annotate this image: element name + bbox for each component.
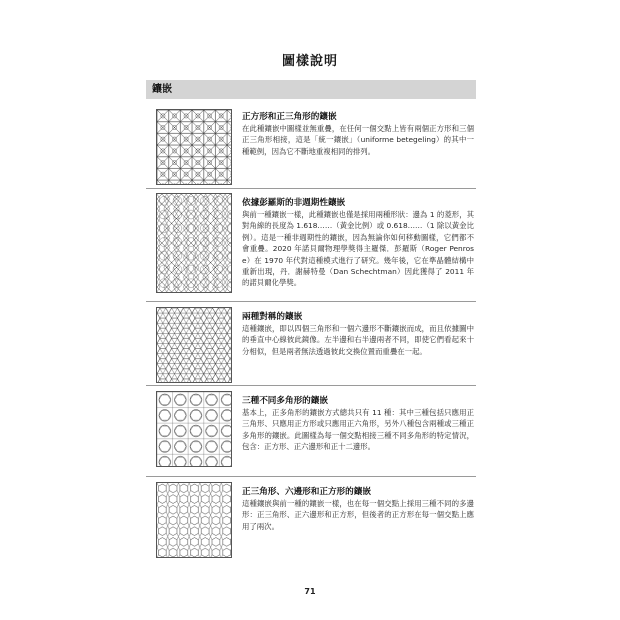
entry-body: 與前一種鑲嵌一樣，此種鑲嵌也僅是採用兩種形狀：邊為 1 的菱形，其對角線的長度為 1.618……（黃金比例）或 0.618……（1 除以黃金比例）。這是一種非週期性的鑲嵌，因為無論你如何移動圖樣，它們都不會重疊。2020 年諾貝爾物理學獎得主羅傑．彭羅斯（Roger Penrose）在 1970 年代對這種模式進行了研究。幾年後，它在準晶體結構中重新出現，丹．謝赫特曼（Dan Schechtman）因此獲得了 2011 年的諾貝爾化學獎。 xyxy=(242,210,474,288)
section-header: 鑲嵌 xyxy=(146,80,476,99)
divider xyxy=(146,301,476,302)
entry-heading: 三種不同多角形的鑲嵌 xyxy=(242,396,328,406)
snub-hexagonal-tiling-icon xyxy=(156,307,232,383)
divider xyxy=(146,476,476,477)
rhombitrihexagonal-tiling-icon xyxy=(156,482,232,558)
page-number: 71 xyxy=(304,587,316,596)
penrose-tiling-icon xyxy=(156,193,232,293)
entry-body: 這種鑲嵌，即以四個三角形和一個六邊形不斷鑲嵌而成，而且依據圖中的垂直中心線彼此鏡像。左半邊和右半邊兩者不同，即使它們看起來十分相似，但是兩者無法透過彼此交換位置而重疊在一起。 xyxy=(242,324,474,356)
entry-heading: 依據彭羅斯的非週期性鑲嵌 xyxy=(242,198,346,208)
entry-body: 在此種鑲嵌中圖樣並無重疊，在任何一個交點上皆有兩個正方形和三個正三角形相接，這是「統一鑲嵌」（uniforme betegeling）的其中一種範例，因為它不斷地重複相同的排列。 xyxy=(242,124,474,156)
entry-body: 這種鑲嵌與前一種的鑲嵌一樣，也在每一個交點上採用三種不同的多邊形：正三角形、正六邊形和正方形，但後者的正方形在每一個交點上應用了兩次。 xyxy=(242,499,474,531)
entry-body: 基本上，正多角形的鑲嵌方式總共只有 11 種：其中三種包括只應用正三角形、只應用正方形或只應用正六角形，另外八種包含兩種或三種正多角形的鑲嵌。此圖樣為每一個交點相接三種不同多角形的特定情況，包含：正方形、正六邊形和正十二邊形。 xyxy=(242,408,474,452)
truncated-trihexagonal-tiling-icon xyxy=(156,391,232,467)
entry-heading: 兩種對稱的鑲嵌 xyxy=(242,312,303,322)
divider xyxy=(146,385,476,386)
entry-heading: 正三角形、六邊形和正方形的鑲嵌 xyxy=(242,487,371,497)
page-title: 圖樣說明 xyxy=(281,54,338,69)
divider xyxy=(146,188,476,189)
square-triangle-tiling-icon xyxy=(156,109,232,185)
entry-heading: 正方形和正三角形的鑲嵌 xyxy=(242,112,337,122)
